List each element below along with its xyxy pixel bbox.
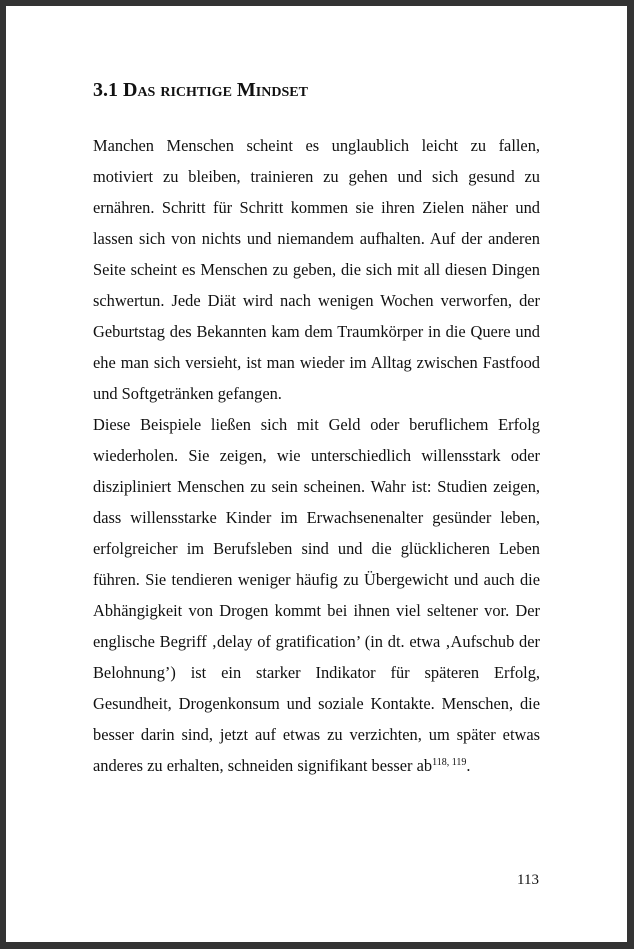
paragraph bbox=[93, 130, 540, 409]
paragraph-text: Manchen Menschen scheint es unglaublich leicht zu fallen, motiviert zu bleiben, trainieren zu gehen und sich gesund zu ernähren. Schritt für Schritt kommen sie ihren Zielen näher und lassen sich von nichts und niemandem aufhalten. Auf der anderen Seite scheint es Menschen zu geben, die sich mit all diesen Dingen schwertun. Jede Diät wird nach wenigen Wochen verworfen, der Geburtstag des Bekannten kam dem Traumkörper in die Quere und ehe man sich versieht, ist man wieder im Alltag zwischen Fastfood und Softgetränken gefangen. bbox=[93, 136, 540, 403]
paragraph bbox=[93, 409, 540, 781]
page-number: 113 bbox=[517, 872, 539, 888]
body-text bbox=[93, 130, 540, 781]
document-page bbox=[6, 6, 627, 942]
paragraph-end: . bbox=[466, 756, 471, 775]
footnote-reference[interactable]: 118, 119 bbox=[432, 757, 467, 768]
section-heading: 3.1 Das richtige Mindset bbox=[93, 79, 308, 101]
paragraph-text: Diese Beispiele ließen sich mit Geld oder beruflichem Erfolg wiederholen. Sie zeigen, wie unterschiedlich willensstark oder diszipliniert Menschen zu sein scheinen. Wahr ist: Studien zeigen, dass willensstarke Kinder im Erwachsenenalter gesünder leben, erfolgreicher im Berufsleben sind und die glücklicheren Leben führen. Sie tendieren weniger häufig zu Übergewicht und auch die Abhängigkeit von Drogen kommt bei ihnen viel seltener vor. Der englische Begriff ‚delay of gratification’ (in dt. etwa ‚Aufschub der Belohnung’) ist ein starker Indikator für späteren Erfolg, Gesundheit, Drogenkonsum und soziale Kontakte. Menschen, die besser darin sind, jetzt auf etwas zu verzichten, um später etwas anderes zu erhalten, schneiden signifikant besser ab bbox=[93, 415, 540, 775]
